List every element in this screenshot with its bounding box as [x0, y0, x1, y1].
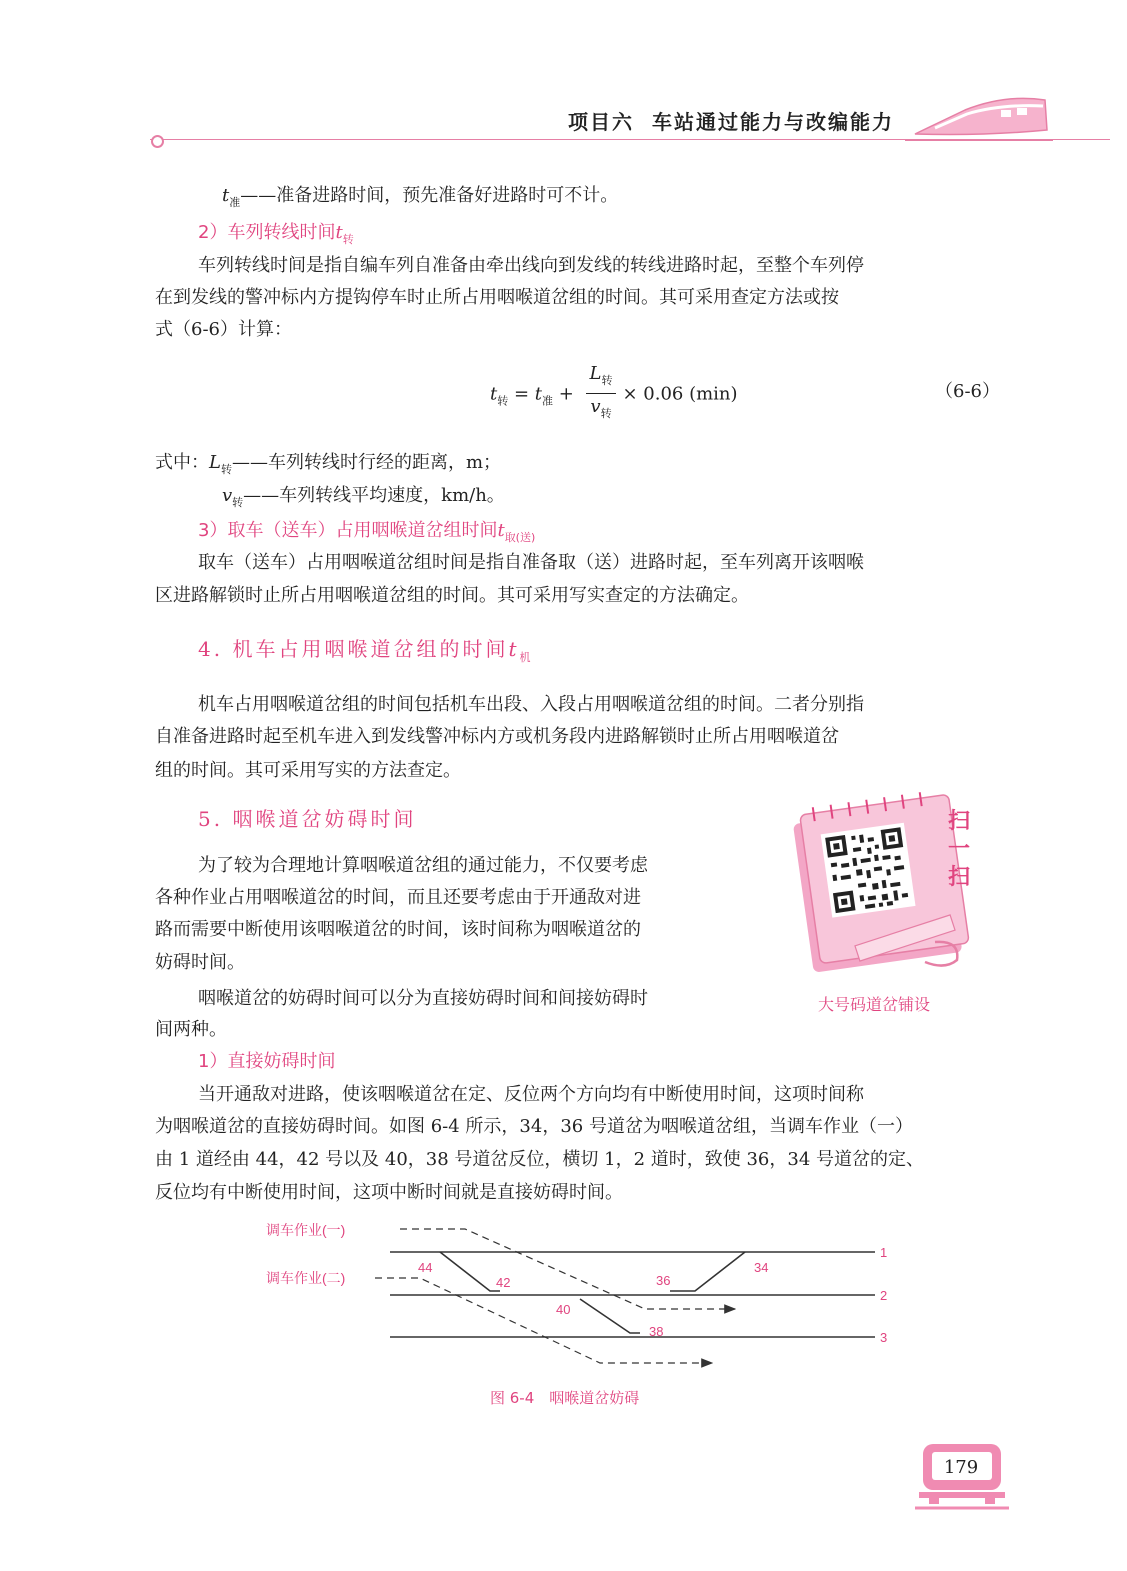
paragraph-line: 由 1 道经由 44，42 号以及 40，38 号道岔反位，横切 1，2 道时，致使 36，34 号道岔的定、	[155, 1149, 924, 1170]
paragraph-line: 自准备进路时起至机车进入到发线警冲标内方或机务段内进路解锁时止所占用咽喉道岔	[155, 726, 839, 747]
switch-label-42: 42	[496, 1275, 511, 1290]
paragraph-line: 反位均有中断使用时间，这项中断时间就是直接妨碍时间。	[155, 1182, 623, 1203]
paragraph-line: 间两种。	[155, 1019, 227, 1040]
switch-label-34: 34	[754, 1260, 769, 1275]
train-icon	[905, 92, 1055, 152]
paragraph-line: 组的时间。其可采用写实的方法查定。	[155, 760, 461, 781]
crossover-40-38	[580, 1299, 640, 1333]
paragraph-line: 当开通敌对进路，使该咽喉道岔在定、反位两个方向均有中断使用时间，这项时间称	[198, 1084, 864, 1105]
paragraph-line: 咽喉道岔的妨碍时间可以分为直接妨碍时间和间接妨碍时	[198, 988, 648, 1009]
track-label-3: 3	[880, 1330, 888, 1345]
paragraph-line: 为咽喉道岔的直接妨碍时间。如图 6-4 所示，34，36 号道岔为咽喉道岔组，当调车作业（一）	[155, 1116, 913, 1137]
subheading-direct-obstruction: 1）直接妨碍时间	[198, 1051, 336, 1072]
paragraph-line: 在到发线的警冲标内方提钩停车时止所占用咽喉道岔组的时间。其可采用查定方法或按	[155, 287, 839, 308]
project-label: 项目六	[568, 110, 634, 134]
chapter-title: 车站通过能力与改编能力	[652, 110, 894, 134]
header-rule-dot	[151, 135, 164, 148]
def-L: 式中：$L_转——$车列转线时行经的距离，m；	[155, 452, 502, 476]
throat-switch-diagram	[260, 1215, 900, 1385]
subheading-take-car-time: 3）取车（送车）占用咽喉道岔组时间$t_{取(送)}$	[198, 520, 536, 544]
page-number: 179	[943, 1457, 979, 1478]
def-v: $v_转——$车列转线平均速度，km/h。	[222, 485, 505, 509]
switch-label-38: 38	[649, 1324, 664, 1339]
paragraph-line: 妨碍时间。	[155, 952, 245, 973]
switch-label-40: 40	[556, 1302, 571, 1317]
shunt-label-2: 调车作业(二)	[266, 1270, 346, 1286]
scan-label: 扫一扫	[948, 809, 971, 890]
paragraph-line: 各种作业占用咽喉道岔的时间，而且还要考虑由于开通敌对进	[155, 887, 641, 908]
section-heading-5: 5. 咽喉道岔妨碍时间	[198, 807, 417, 831]
crossover-36-34	[670, 1252, 745, 1291]
paragraph-line: 机车占用咽喉道岔组的时间包括机车出段、入段占用咽喉道岔组的时间。二者分别指	[198, 694, 864, 715]
shunt-label-1: 调车作业(一)	[266, 1222, 346, 1238]
shunt-route-2	[375, 1278, 712, 1363]
paragraph-line: 为了较为合理地计算咽喉道岔组的通过能力，不仅要考虑	[198, 855, 648, 876]
track-label-2: 2	[880, 1288, 888, 1303]
qr-caption: 大号码道岔铺设	[818, 995, 931, 1014]
paragraph-line: 车列转线时间是指自编车列自准备由牵出线向到发线的转线进路时起，至整个车列停	[198, 255, 864, 276]
chapter-header	[568, 106, 894, 135]
crossover-44-42	[440, 1252, 500, 1291]
formula-fraction: $\frac{L_转}{v_转}$	[586, 362, 617, 427]
paragraph-line: 式（6-6）计算：	[155, 319, 292, 340]
formula-6-6: $t_转 = t_准$ + $\frac{L_转}{v_转}$ × 0.06 (min)	[490, 362, 738, 422]
shunt-route-1	[400, 1229, 735, 1309]
subheading-shunting-time: 2）车列转线时间$t_转$	[198, 222, 354, 246]
paragraph-line: 区进路解锁时止所占用咽喉道岔组的时间。其可采用写实查定的方法确定。	[155, 585, 749, 606]
figure-caption: 图 6-4 咽喉道岔妨碍	[490, 1389, 640, 1407]
section-heading-4: 4. 机车占用咽喉道岔组的时间$t_机$	[198, 637, 531, 664]
track-label-1: 1	[880, 1245, 888, 1260]
paragraph-line: 路而需要中断使用该咽喉道岔的时间，该时间称为咽喉道岔的	[155, 919, 641, 940]
switch-label-36: 36	[656, 1273, 671, 1288]
formula-number: （6-6）	[935, 381, 1000, 402]
paragraph-line: 取车（送车）占用咽喉道岔组时间是指自准备取（送）进路时起，至车列离开该咽喉	[198, 552, 864, 573]
t-zhun-definition: $t_准——$准备进路时间，预先准备好进路时可不计。	[222, 185, 619, 209]
switch-label-44: 44	[418, 1260, 433, 1275]
